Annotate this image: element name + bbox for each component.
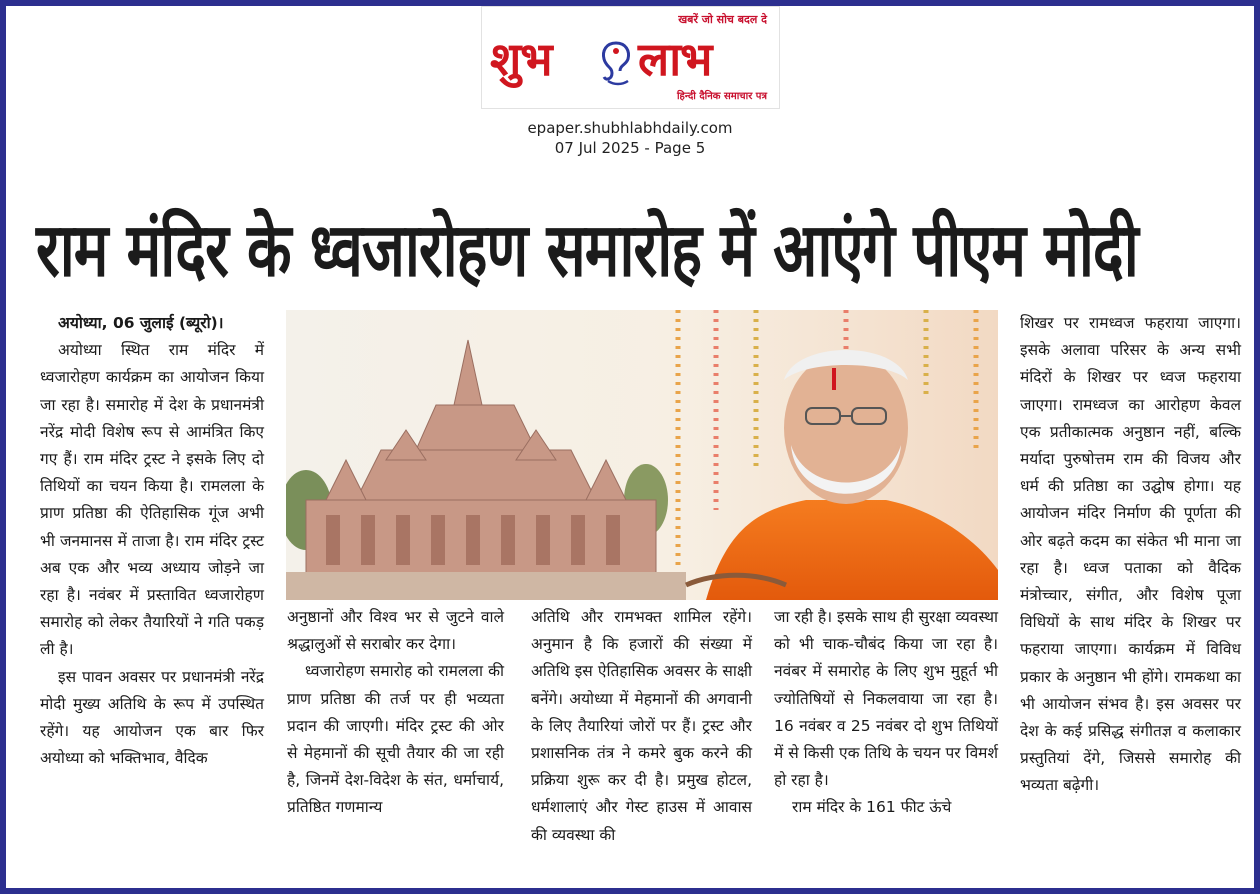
paragraph: अतिथि और रामभक्त शामिल रहेंगे। अनुमान है कि हजारों की संख्या में अतिथि इस ऐतिहासिक अवसर के साक्षी बनेंगे। अयोध्या में मेहमानों की अगवानी के लिए तैयारियां जोरों पर हैं। ट्रस्ट और प्रशासनिक तंत्र ने कमरे बुक करने की प्रक्रिया शुरू कर दी है। प्रमुख होटल, धर्मशालाएं और गेस्ट हाउस में आवास की व्यवस्था की	[531, 608, 752, 844]
masthead-subtitle: हिन्दी दैनिक समाचार पत्र	[676, 91, 767, 102]
masthead-name-left: शुभ	[490, 32, 552, 86]
paragraph: ध्वजारोहण समारोह को रामलला की प्राण प्रतिष्ठा की तर्ज पर ही भव्यता प्रदान की जाएगी। मंदिर ट्रस्ट की ओर से मेहमानों की सूची तैयार की जा रही है, जिनमें देश-विदेश के संत, धर्माचार्य, प्रतिष्ठित गणमान्य	[287, 662, 504, 817]
headline: राम मंदिर के ध्वजारोहण समारोह में आएंगे पीएम मोदी	[36, 206, 1138, 294]
article-column-2	[287, 604, 504, 822]
ram-mandir-and-pm-modi-photo	[286, 310, 998, 600]
paragraph: अनुष्ठानों और विश्व भर से जुटने वाले श्रद्धालुओं से सराबोर कर देगा।	[287, 608, 504, 654]
dateline: अयोध्या, 06 जुलाई (ब्यूरो)।	[58, 314, 224, 332]
article-column-3	[531, 604, 752, 849]
paragraph: अयोध्या स्थित राम मंदिर में ध्वजारोहण कार्यक्रम का आयोजन किया जा रहा है। समारोह में देश के प्रधानमंत्री नरेंद्र मोदी विशेष रूप से आमंत्रित किए गए हैं। राम मंदिर ट्रस्ट ने इसके लिए दो तिथियों का चयन किया है। रामलला के प्राण प्रतिष्ठा की ऐतिहासिक गूंज अभी भी जनमानस में ताजा है। राम मंदिर ट्रस्ट अब एक और भव्य अध्याय जोड़ने जा रहा है। नवंबर में प्रस्तावित ध्वजारोहण समारोह को लेकर तैयारियों ने गति पकड़ ली है।	[40, 341, 264, 659]
paragraph: शिखर पर रामध्वज फहराया जाएगा। इसके अलावा परिसर के अन्य सभी मंदिरों के शिखर पर ध्वज फहराया जाएगा। रामध्वज का आरोहण केवल एक प्रतीकात्मक अनुष्ठान नहीं, बल्कि मर्यादा पुरुषोत्तम राम की विजय और धर्म की प्रतिष्ठा का उद्घोष होगा। यह आयोजन मंदिर निर्माण की पूर्णता की ओर बढ़ते कदम का संकेत भी माना जा रहा है। ध्वज पताका को वैदिक मंत्रोच्चार, संगीत, और विशेष पूजा विधियों के साथ मंदिर के शिखर पर फहराया जाएगा। कार्यक्रम में विविध प्रकार के अनुष्ठान भी होंगे। रामकथा का भी आयोजन संभव है। इस अवसर पर देश के कई प्रसिद्ध संगीतज्ञ व कलाकार प्रस्तुतियां देंगे, जिससे समारोह की भव्यता बढ़ेगी।	[1020, 314, 1241, 795]
article-column-1	[40, 310, 264, 772]
epaper-url[interactable]: epaper.shubhlabhdaily.com	[527, 119, 733, 137]
masthead-name-right: लाभ	[638, 32, 712, 86]
paragraph: इस पावन अवसर पर प्रधानमंत्री नरेंद्र मोदी मुख्य अतिथि के रूप में उपस्थित रहेंगे। यह आयोजन एक बार फिर अयोध्या को भक्तिभाव, वैदिक	[40, 667, 264, 768]
article-column-4	[774, 604, 998, 822]
paragraph: राम मंदिर के 161 फीट ऊंचे	[792, 798, 952, 817]
paragraph: जा रही है। इसके साथ ही सुरक्षा व्यवस्था को भी चाक-चौबंद किया जा रहा है। नवंबर में समारोह के लिए शुभ मुहूर्त भी ज्योतिषियों से निकलवाया जा रहा है। 16 नवंबर व 25 नवंबर दो शुभ तिथियों में से किसी एक तिथि के चयन पर विमर्श हो रहा है।	[774, 608, 998, 790]
ganesha-icon	[594, 37, 638, 87]
masthead-tagline: खबरें जो सोच बदल दे	[678, 13, 767, 26]
masthead	[481, 6, 780, 109]
article-photo	[286, 310, 998, 600]
date-page-label: 07 Jul 2025 - Page 5	[554, 139, 706, 157]
article-column-5	[1020, 310, 1241, 800]
